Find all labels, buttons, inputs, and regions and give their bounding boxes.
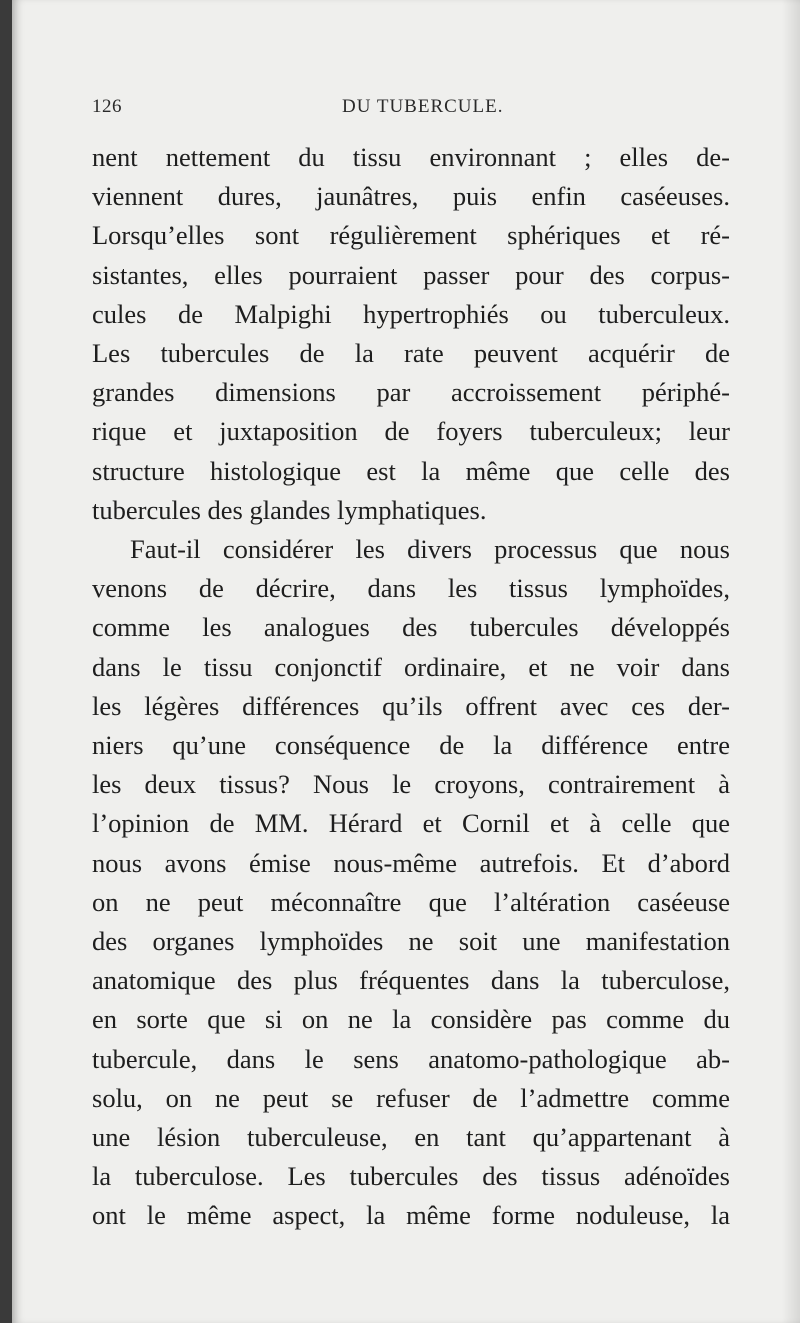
text-line: nous avons émise nous-même autrefois. Et d’abord — [92, 847, 730, 878]
running-head: DU TUBERCULE. — [342, 96, 504, 117]
text-line: Lorsqu’elles sont régulièrement sphériques et ré- — [92, 220, 730, 251]
text-line: nent nettement du tissu environnant ; elles de- — [92, 142, 730, 172]
text-line: l’opinion de MM. Hérard et Cornil et à celle que — [92, 808, 730, 839]
text-line: une lésion tuberculeuse, en tant qu’appartenant à — [92, 1122, 730, 1153]
text-line: on ne peut méconnaître que l’altération caséeuse — [92, 886, 730, 917]
text-line: cules de Malpighi hypertrophiés ou tuberculeux. — [92, 298, 730, 329]
text-line: les deux tissus? Nous le croyons, contrairement à — [92, 769, 730, 800]
text-line: ont le même aspect, la même forme noduleuse, la — [92, 1200, 730, 1231]
text-line: tubercules des glandes lymphatiques. — [92, 494, 487, 525]
text-line: viennent dures, jaunâtres, puis enfin caséeuses. — [92, 181, 730, 212]
text-line: dans le tissu conjonctif ordinaire, et ne voir dans — [92, 651, 730, 682]
text-line: niers qu’une conséquence de la différence entre — [92, 730, 730, 761]
text-line: structure histologique est la même que celle des — [92, 455, 730, 486]
text-line: en sorte que si on ne la considère pas comme du — [92, 1004, 730, 1035]
text-line: comme les analogues des tubercules développés — [92, 612, 730, 643]
text-line: des organes lymphoïdes ne soit une manifestation — [92, 926, 730, 957]
text-line: sistantes, elles pourraient passer pour des corpus- — [92, 259, 730, 290]
page-edge-shadow — [782, 0, 800, 1323]
text-line: les légères différences qu’ils offrent avec ces der- — [92, 690, 730, 721]
text-line: la tuberculose. Les tubercules des tissus adénoïdes — [92, 1161, 730, 1192]
text-line: grandes dimensions par accroissement périphé- — [92, 377, 730, 408]
page-number: 126 — [92, 96, 122, 117]
text-line: venons de décrire, dans les tissus lymphoïdes, — [92, 573, 730, 604]
text-line: Faut-il considérer les divers processus que nous — [130, 534, 730, 565]
text-line: tubercule, dans le sens anatomo-pathologique ab- — [92, 1043, 730, 1074]
text-line: solu, on ne peut se refuser de l’admettre comme — [92, 1082, 730, 1113]
text-line: Les tubercules de la rate peuvent acquérir de — [92, 338, 730, 369]
body-text — [92, 138, 730, 1236]
page-header — [92, 96, 752, 126]
book-page — [12, 0, 800, 1323]
text-line: anatomique des plus fréquentes dans la tuberculose, — [92, 965, 730, 996]
text-line: rique et juxtaposition de foyers tuberculeux; leur — [92, 416, 730, 447]
